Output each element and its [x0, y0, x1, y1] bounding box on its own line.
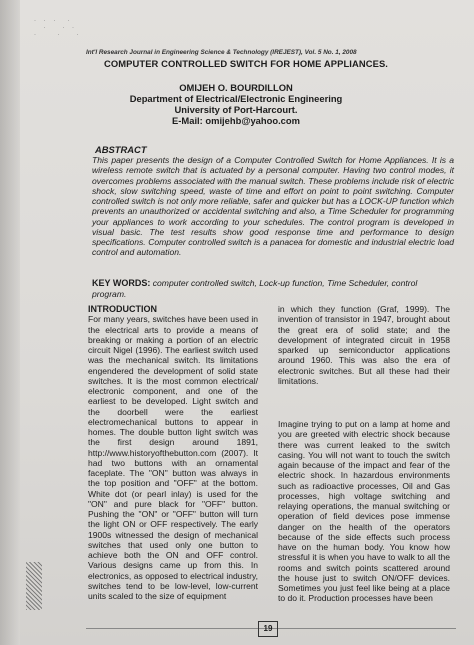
- author-department: Department of Electrical/Electronic Engineering: [129, 93, 343, 104]
- keywords-text: computer controlled switch, Lock-up function, Time Scheduler, control program.: [92, 278, 418, 299]
- keywords-label: KEY WORDS:: [92, 278, 151, 288]
- introduction-right-paragraph-2: Imagine trying to put on a lamp at home and you are greeted with electric shock because there was current leaked to the switch casing. You will not want to touch the switch again because of the impact and fear of the electric shock. In hazardous environments such as radioactive processes, Oil and Gas processes, high voltage switching and relaying operations, the manual switching or operation of field devices pose immense danger on the health of the operators because of the side effects such process have on the human body. You know how stressful it is when you have to walk to all the rooms and switch points scattered around the house just to switch ON/OFF devices. Sometimes you just feel like being at a place to do it. Production processes have been: [278, 419, 450, 604]
- right-column: [278, 304, 450, 604]
- author-university: University of Port-Harcourt.: [174, 104, 298, 115]
- abstract-heading: ABSTRACT: [95, 144, 147, 155]
- keywords: [92, 278, 452, 300]
- scan-edge: [0, 0, 20, 645]
- abstract-text: This paper presents the design of a Computer Controlled Switch for Home Appliances. It is a wireless remote switch that is actuated by a personal computer. Having two control modes, it overcomes problems associated with the manual switch. These problems include risk of electric shock, slow switching speed, waste of time and effort on point to point switching. Computer controlled switch is not only more reliable, safer and quicker but has a LOCK-UP function which prevents an unauthorized or accidental switching and also, a Time Scheduler for programming your appliances to work according to your schedules. The control program is developed in visual basic. The test results show good response time and performance to design specifications. Computer controlled switch is a panacea for domestic and industrial electric load control and automation.: [92, 155, 454, 258]
- page-number: 19: [258, 621, 278, 637]
- author-name: OMIJEH O. BOURDILLON: [179, 82, 293, 93]
- scan-speckles: · · · · · · · · · ·: [34, 18, 82, 38]
- scan-hatch-mark: [26, 562, 42, 610]
- left-column: [88, 304, 258, 601]
- introduction-left-text: For many years, switches have been used in the electrical arts to provide a means of breaking or making a portion of an electric circuit Nigel (1996). The earliest switch used was the mechanical switch. Its limitations engendered the development of solid state switches. It is the most common electrical/ electronic component, and one of the earliest to be developed. Light switch and the doorbell were the earliest electromechanical buttons to appear in homes. The double button light switch was the first design around 1891, http://www.historyofthebutton.com (2007). It had two buttons with an ornamental faceplate. The "ON" button was always in the top position and "OFF" at the bottom. White dot (or pearl inlay) is used for the "ON" and pure black for "OFF" button. Pushing the "ON" or "OFF" button will turn the light ON or OFF respectively. The early 1900s witnessed the design of mechanical switches that used only one button to achieve both the ON and OFF control. Various designs came up from this. In electronics, as opposed to electrical industry, switches tend to be low-level, low-current units scaled to the size of equipment: [88, 314, 258, 601]
- author-email: E-Mail: omijehb@yahoo.com: [172, 115, 300, 126]
- introduction-heading: INTRODUCTION: [88, 304, 157, 314]
- journal-header: Int'l Research Journal in Engineering Science & Technology (IREJEST), Vol. 5 No. 1, 2008: [86, 49, 357, 56]
- author-block: [96, 82, 376, 126]
- introduction-right-paragraph-1: in which they function (Graf, 1999). The invention of transistor in 1947, brought about the great era of solid state; and the development of integrated circuit in 1958 sparked up semiconductor applications around 1960. This was also the era of electronic switches. But all these had their limitations.: [278, 304, 450, 386]
- paper-title: COMPUTER CONTROLLED SWITCH FOR HOME APPLIANCES.: [103, 58, 389, 69]
